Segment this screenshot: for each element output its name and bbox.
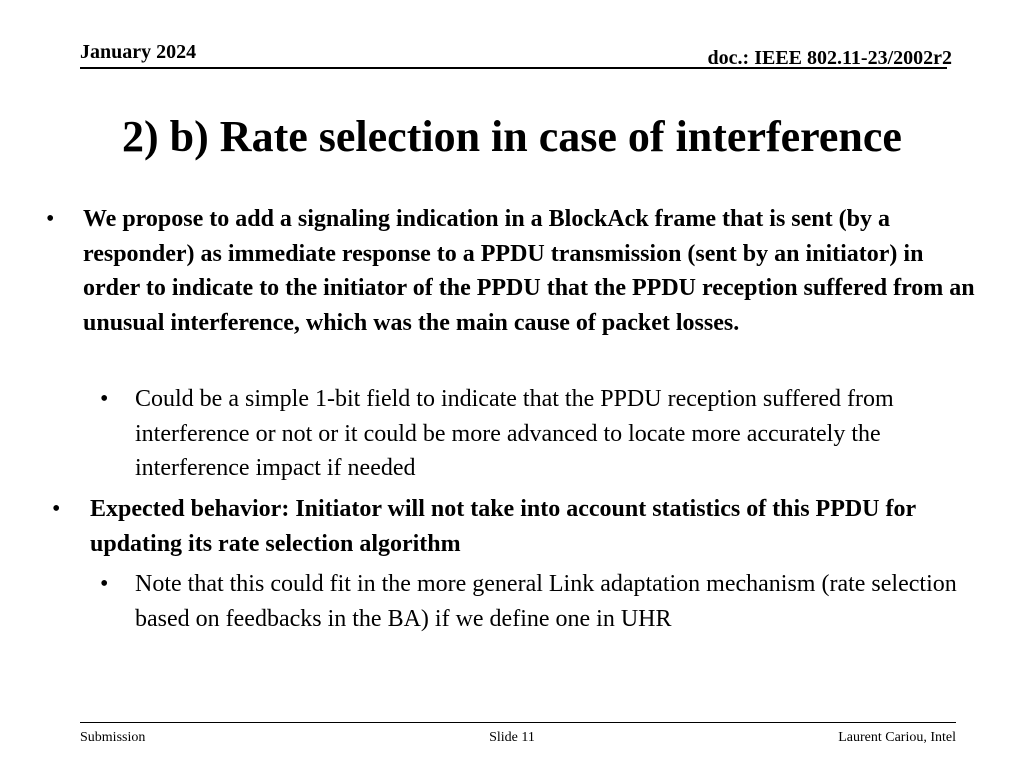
header-divider <box>80 67 947 69</box>
slide-title: 2) b) Rate selection in case of interference <box>122 112 902 161</box>
footer-slide-number: Slide 11 <box>489 730 535 745</box>
bullet-icon: • <box>100 571 109 597</box>
sub-bullet-text: Could be a simple 1-bit field to indicate that the PPDU reception suffered from interference or not or it could be more advanced to locate more accurately the interference impact if needed <box>135 386 894 481</box>
bullet-icon: • <box>52 496 61 522</box>
footer-divider <box>80 722 956 723</box>
footer-submission: Submission <box>80 730 146 745</box>
header-doc-number: doc.: IEEE 802.11-23/2002r2 <box>707 47 952 69</box>
header-date: January 2024 <box>80 41 197 63</box>
bullet-text: We propose to add a signaling indication in a BlockAck frame that is sent (by a responder) as immediate response to a PPDU transmission (sent by an initiator) in order to indicate to the initiator of the PPDU that the PPDU reception suffered from an unusual interference, which was the main cause of packet losses. <box>83 206 975 336</box>
sub-bullet-text: Note that this could fit in the more general Link adaptation mechanism (rate selection based on feedbacks in the BA) if we define one in UHR <box>135 571 957 632</box>
bullet-icon: • <box>100 386 109 412</box>
footer-author: Laurent Cariou, Intel <box>838 730 956 745</box>
bullet-icon: • <box>46 206 55 232</box>
bullet-text: Expected behavior: Initiator will not take into account statistics of this PPDU for updating its rate selection algorithm <box>90 496 916 557</box>
